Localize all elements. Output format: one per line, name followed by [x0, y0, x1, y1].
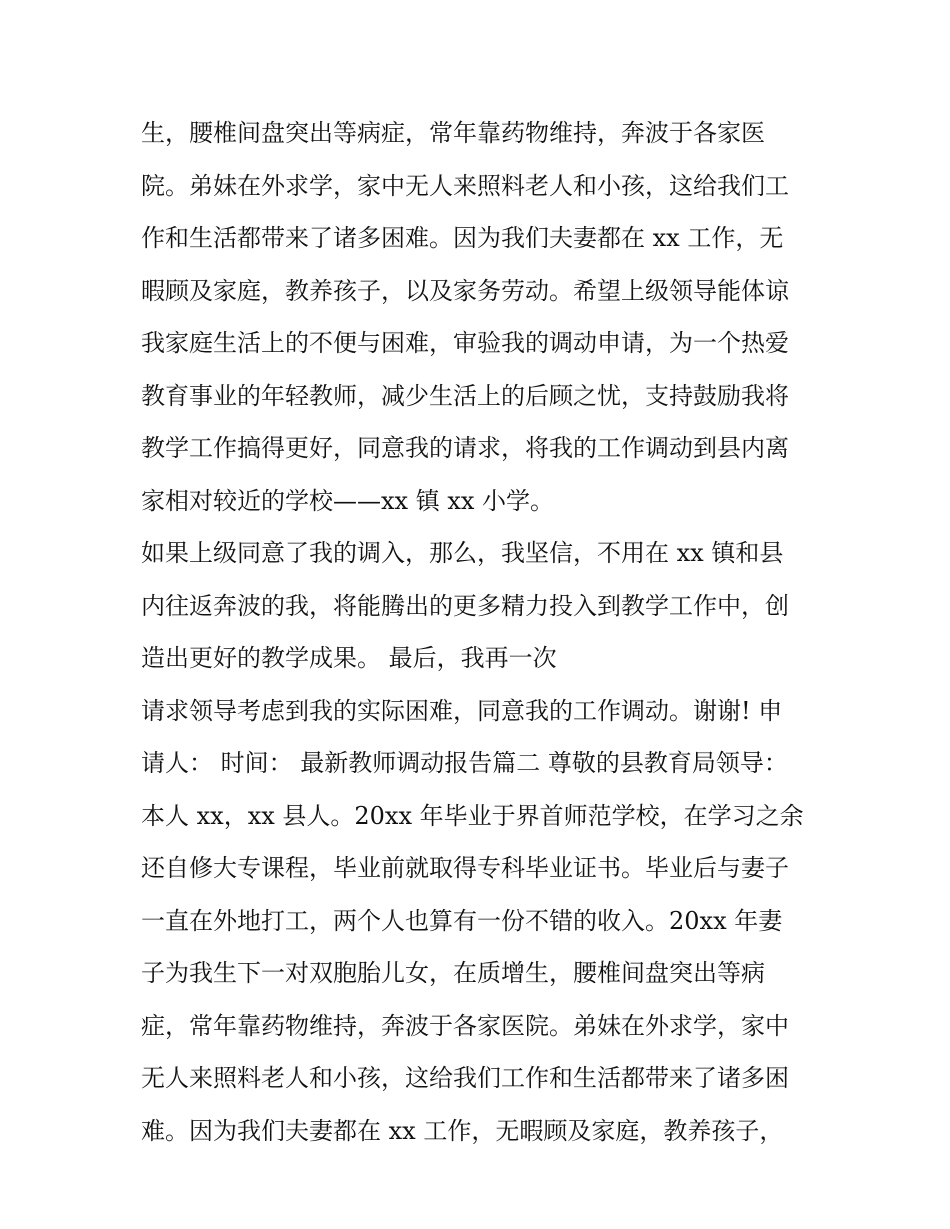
document-body-text	[141, 107, 831, 1157]
text-line: 生，腰椎间盘突出等病症，常年靠药物维持，奔波于各家医	[141, 119, 765, 147]
text-line: 作和生活都带来了诸多困难。因为我们夫妻都在 xx 工作，无	[141, 224, 784, 252]
text-line: 如果上级同意了我的调入，那么，我坚信，不用在 xx 镇和县	[141, 539, 784, 567]
text-line: 还自修大专课程，毕业前就取得专科毕业证书。毕业后与妻子	[141, 854, 789, 882]
text-line: 教学工作搞得更好，同意我的请求，将我的工作调动到县内离	[141, 434, 789, 462]
text-line: 症，常年靠药物维持，奔波于各家医院。弟妹在外求学，家中	[141, 1011, 789, 1040]
text-line: 内往返奔波的我，将能腾出的更多精力投入到教学工作中，创	[141, 591, 789, 620]
text-line: 无人来照料老人和小孩，这给我们工作和生活都带来了诸多困	[141, 1064, 789, 1092]
text-line: 教育事业的年轻教师，减少生活上的后顾之忧，支持鼓励我将	[141, 381, 789, 410]
text-line: 请求领导考虑到我的实际困难，同意我的工作调动。谢谢! 申	[141, 696, 783, 725]
text-line: 难。因为我们夫妻都在 xx 工作，无暇顾及家庭，教养孩子，	[141, 1116, 784, 1145]
text-line: 子为我生下一对双胞胎儿女，在质增生，腰椎间盘突出等病	[141, 959, 765, 987]
text-line: 院。弟妹在外求学，家中无人来照料老人和小孩，这给我们工	[141, 171, 789, 200]
text-line: 我家庭生活上的不便与困难，审验我的调动申请，为一个热爱	[141, 329, 789, 357]
text-line: 请人： 时间： 最新教师调动报告篇二 尊敬的县教育局领导：	[141, 749, 788, 777]
text-line: 一直在外地打工，两个人也算有一份不错的收入。20xx 年妻	[141, 906, 783, 935]
text-line: 暇顾及家庭，教养孩子，以及家务劳动。希望上级领导能体谅	[141, 276, 789, 305]
text-line: 本人 xx，xx 县人。20xx 年毕业于界首师范学校，在学习之余	[141, 801, 804, 830]
text-line: 家相对较近的学校——xx 镇 xx 小学。	[141, 486, 555, 515]
text-line: 造出更好的教学成果。 最后，我再一次	[141, 644, 557, 672]
